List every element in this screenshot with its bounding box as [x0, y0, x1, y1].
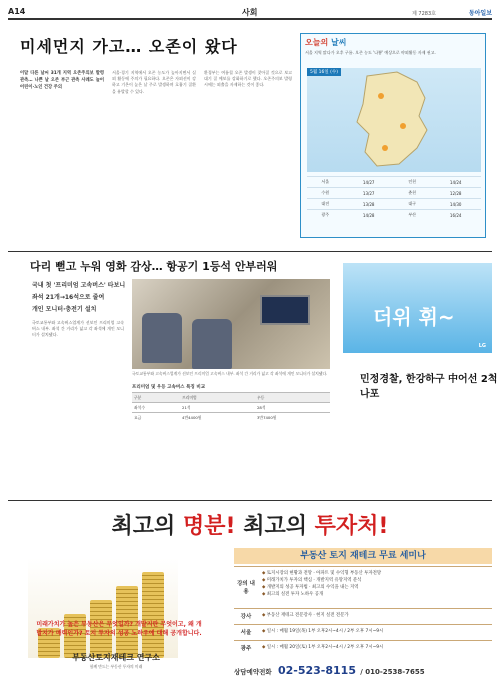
table-row: 구분 프리미엄 우등 — [132, 393, 330, 403]
table-row: 좌석수 21석 28석 — [132, 403, 330, 413]
table-row: 수원 13/27 춘천 12/28 — [307, 188, 481, 199]
ad-question: 미래가치가 높은 부동산은 무엇일까? 개발지란 무엇이고, 왜 개발지가 매력인가? 토지 투자의 성공 노하우에 대해 공개합니다. — [36, 621, 202, 637]
ad-organization: 부동산토지재테크 연구소 — [72, 653, 160, 662]
seminar-row: 강사 ◆ 부동산 재테크 전문강사 · 현지 실전 전문가 — [234, 608, 492, 622]
korea-map-icon — [307, 68, 481, 172]
middle-article-body: 국토교통부와 고속버스업계가 선보인 프리미엄 고속버스 내부. 좌석 간 거리가 넓고 각 좌석에 개인 모니터가 설치됐다. — [32, 320, 124, 338]
aircon-ad[interactable] — [343, 263, 492, 353]
table-row: 요금 4만4400원 3만7400원 — [132, 413, 330, 423]
seminar-box — [234, 548, 492, 678]
ad-banner-line: 최고의 명분! 최고의 투자처! — [111, 513, 389, 539]
table-row: 서울 14/27 인천 14/24 — [307, 177, 481, 188]
issue-info: 제 7283호 — [412, 11, 436, 17]
right-article-headline[interactable]: 민정경찰, 한강하구 中어선 2척 나포 — [360, 374, 498, 400]
seminar-row: 서울 ◆ 일시 : 매월 19일(목) 1부 오후2시~4시 / 2부 오후 7시~9시 — [234, 624, 492, 638]
table-row: 대전 13/28 대구 14/30 — [307, 199, 481, 210]
section-title: 사회 — [242, 8, 258, 17]
newspaper-logo[interactable]: 동아일보 — [468, 10, 492, 17]
monitor-icon — [260, 295, 310, 325]
coin-stack-image — [28, 558, 178, 658]
phone-line[interactable]: 상담예약전화 02-523-8115 / 010-2538-7655 — [234, 664, 425, 677]
seminar-row: 강의 내용 ◆ 토지시장의 현황과 전망 · 아파트 및 수익형 부동산 투자전망 ◆ 미래가치가 투자의 핵심 · 개발지역 유망지역 분석 ◆ 개발지의 성공 투자법 · 최고의 수익을 내는 지역 ◆ 최고의 실전 투자 노하우 공개 — [234, 566, 492, 606]
weather-table — [307, 176, 481, 220]
comparison-table — [132, 384, 330, 422]
phone-number[interactable]: 02-523-8115 — [277, 664, 356, 677]
top-article-col1: 이달 다른 날씨 31개 지역 오존주의보 발령 관측… 나쁜 날 오존 부근 관측 사례도 늘어 어린이·노인 건강 주의 — [20, 71, 104, 91]
coin-stack-icon — [142, 572, 164, 658]
weather-box — [300, 33, 486, 238]
middle-article-headline[interactable]: 다리 뻗고 누워 영화 감상… 항공기 1등석 안부러워 — [30, 260, 278, 273]
section-divider — [8, 251, 492, 252]
middle-article-sub1: 국내 첫 '프리미엄 고속버스' 타보니 — [32, 282, 126, 289]
table-row: 광주 14/28 부산 16/24 — [307, 210, 481, 221]
seminar-ad[interactable] — [8, 504, 492, 685]
seat-icon — [192, 319, 232, 369]
ad-organization-sub: 함께 만드는 부동산 투자의 미래 — [89, 664, 143, 669]
ad-brand: LG — [478, 343, 486, 349]
bus-interior-photo[interactable] — [132, 279, 330, 369]
seminar-row: 광주 ◆ 일시 : 매월 20일(토) 1부 오후2시~4시 / 2부 오후 7시~9시 — [234, 640, 492, 654]
top-article-col3: 환경부는 여름철 오존 발생이 잦아질 것으로 보고 대기 질 예보를 강화하기로 했다. 오존주의보 발령 시에는 외출을 자제하는 것이 좋다. — [204, 70, 292, 88]
photo-caption: 국토교통부와 고속버스업계가 선보인 프리미엄 고속버스 내부. 좌석 간 거리가 넓고 각 좌석에 개인 모니터가 설치됐다. — [132, 371, 328, 376]
table-title: 프리미엄 및 우등 고속버스 특징 비교 — [132, 385, 206, 390]
ad-divider — [8, 500, 492, 501]
weather-map — [307, 68, 481, 172]
top-article-col2: 서울·경기 지역에서 오존 농도가 높아지면서 실외 활동에 주의가 필요하다. 오존은 자외선이 강하고 기온이 높은 날 주로 발생하며 호흡기 질환을 유발할 수 있다. — [112, 70, 196, 94]
page-header — [8, 6, 492, 20]
weather-title: 오늘의 날씨 — [305, 38, 347, 47]
weather-date: 5월 16일 (수) — [307, 68, 341, 76]
page-number: A14 — [8, 7, 26, 16]
mobile-number[interactable]: / 010-2538-7655 — [360, 668, 425, 676]
seminar-title: 부동산 토지 재테크 무료 세미나 — [234, 548, 492, 564]
seat-icon — [142, 313, 182, 363]
top-article-headline[interactable]: 미세먼지 가고… 오존이 왔다 — [20, 37, 238, 56]
middle-article-sub2: 좌석 21개→16석으로 줄여 — [32, 294, 105, 301]
ad-headline: 더위 휘~ — [373, 305, 455, 329]
weather-description: 서울 지역 맑다가 오후 구름. 오존 농도 '나쁨' 예상으로 야외활동 자제 권고. — [305, 50, 436, 55]
middle-article-sub3: 개인 모니터·충전기 설치 — [32, 306, 97, 313]
